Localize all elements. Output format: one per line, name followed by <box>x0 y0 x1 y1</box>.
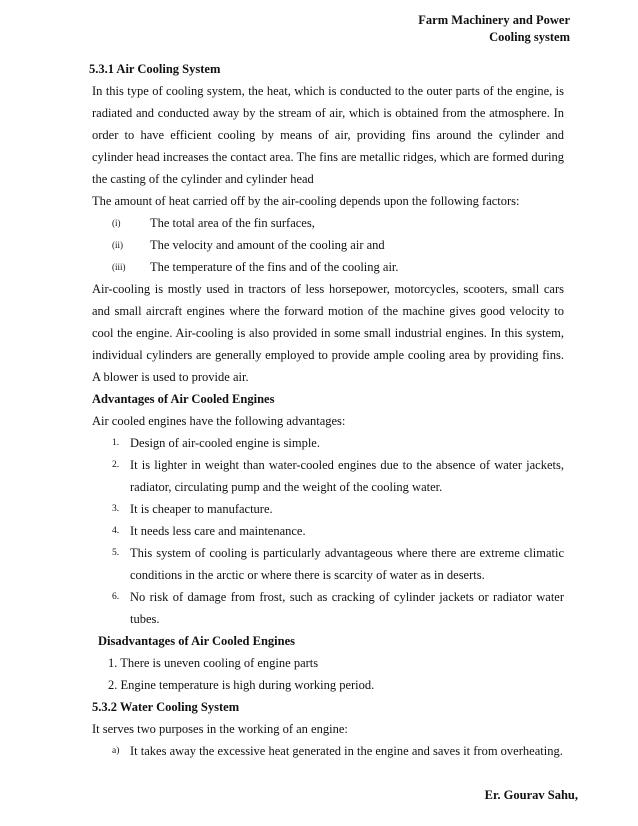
list-item-text: It is lighter in weight than water-cooled engines due to the absence of water jackets, radiator, circulating pump and the weight of the cooling water. <box>130 458 564 494</box>
list-marker: 2. <box>112 460 120 470</box>
list-item-text: The total area of the fin surfaces, <box>150 216 315 230</box>
list-item: 1. There is uneven cooling of engine parts <box>108 656 319 670</box>
list-item <box>92 234 564 256</box>
list-item-text: Design of air-cooled engine is simple. <box>130 436 320 450</box>
paragraph-air-cooling-intro: In this type of cooling system, the heat, which is conducted to the outer parts of the engine, is radiated and conducted away by the stream of air, which is obtained from the atmosphere. In order to have efficient cooling by means of air, providing fins around the cylinder and cylinder head increases the contact area. The fins are metallic ridges, which are formed during the casting of the cylinder and cylinder head <box>92 84 564 186</box>
list-item <box>92 498 564 520</box>
section-heading-disadvantages: Disadvantages of Air Cooled Engines <box>98 634 296 648</box>
section-heading-water-cooling: 5.3.2 Water Cooling System <box>92 700 240 714</box>
advantages-list <box>92 432 564 630</box>
header-subtitle: Cooling system <box>489 30 570 44</box>
list-item-text: It takes away the excessive heat generated in the engine and saves it from overheating. <box>130 744 563 758</box>
list-marker: 3. <box>112 504 120 514</box>
paragraph-factors-intro: The amount of heat carried off by the air-cooling depends upon the following factors: <box>92 194 520 208</box>
header-title: Farm Machinery and Power <box>418 13 570 27</box>
disadvantages-list <box>92 652 564 696</box>
list-item-text: This system of cooling is particularly advantageous where there are extreme climatic conditions in the arctic or where there is scarcity of water as in deserts. <box>130 546 564 582</box>
page-content <box>89 58 564 762</box>
list-marker: 5. <box>112 548 120 558</box>
list-item <box>92 454 564 498</box>
list-item <box>92 740 564 762</box>
list-item-text: It is cheaper to manufacture. <box>130 502 273 516</box>
factors-list <box>92 212 564 278</box>
list-marker: 1. <box>112 438 120 448</box>
list-item <box>92 212 564 234</box>
paragraph-advantages-intro: Air cooled engines have the following advantages: <box>92 414 346 428</box>
list-item-text: The temperature of the fins and of the cooling air. <box>150 260 399 274</box>
list-item-text: The velocity and amount of the cooling air and <box>150 238 385 252</box>
list-marker: (i) <box>112 218 121 228</box>
list-marker: 6. <box>112 592 120 602</box>
list-item-text: No risk of damage from frost, such as cracking of cylinder jackets or radiator water tubes. <box>130 590 564 626</box>
list-marker: (ii) <box>112 240 123 250</box>
list-item <box>92 542 564 586</box>
section-heading-air-cooling: 5.3.1 Air Cooling System <box>89 62 221 76</box>
page-footer-author: Er. Gourav Sahu, <box>484 788 578 802</box>
page-header <box>418 12 570 46</box>
list-item <box>92 586 564 630</box>
list-item <box>92 520 564 542</box>
list-marker: (iii) <box>112 262 126 272</box>
paragraph-air-cooling-usage: Air-cooling is mostly used in tractors of less horsepower, motorcycles, scooters, small cars and small aircraft engines where the forward motion of the machine gives good velocity to cool the engine. Air-cooling is also provided in some small industrial engines. In this system, individual cylinders are generally employed to provide ample cooling area by providing fins. A blower is used to provide air. <box>92 282 564 384</box>
list-item: 2. Engine temperature is high during working period. <box>108 678 375 692</box>
list-marker: a) <box>112 746 120 756</box>
section-heading-advantages: Advantages of Air Cooled Engines <box>92 392 275 406</box>
list-item-text: It needs less care and maintenance. <box>130 524 306 538</box>
list-item <box>92 432 564 454</box>
list-item <box>92 256 564 278</box>
paragraph-water-cooling-intro: It serves two purposes in the working of an engine: <box>92 722 348 736</box>
list-marker: 4. <box>112 526 120 536</box>
water-cooling-purposes-list <box>92 740 564 762</box>
